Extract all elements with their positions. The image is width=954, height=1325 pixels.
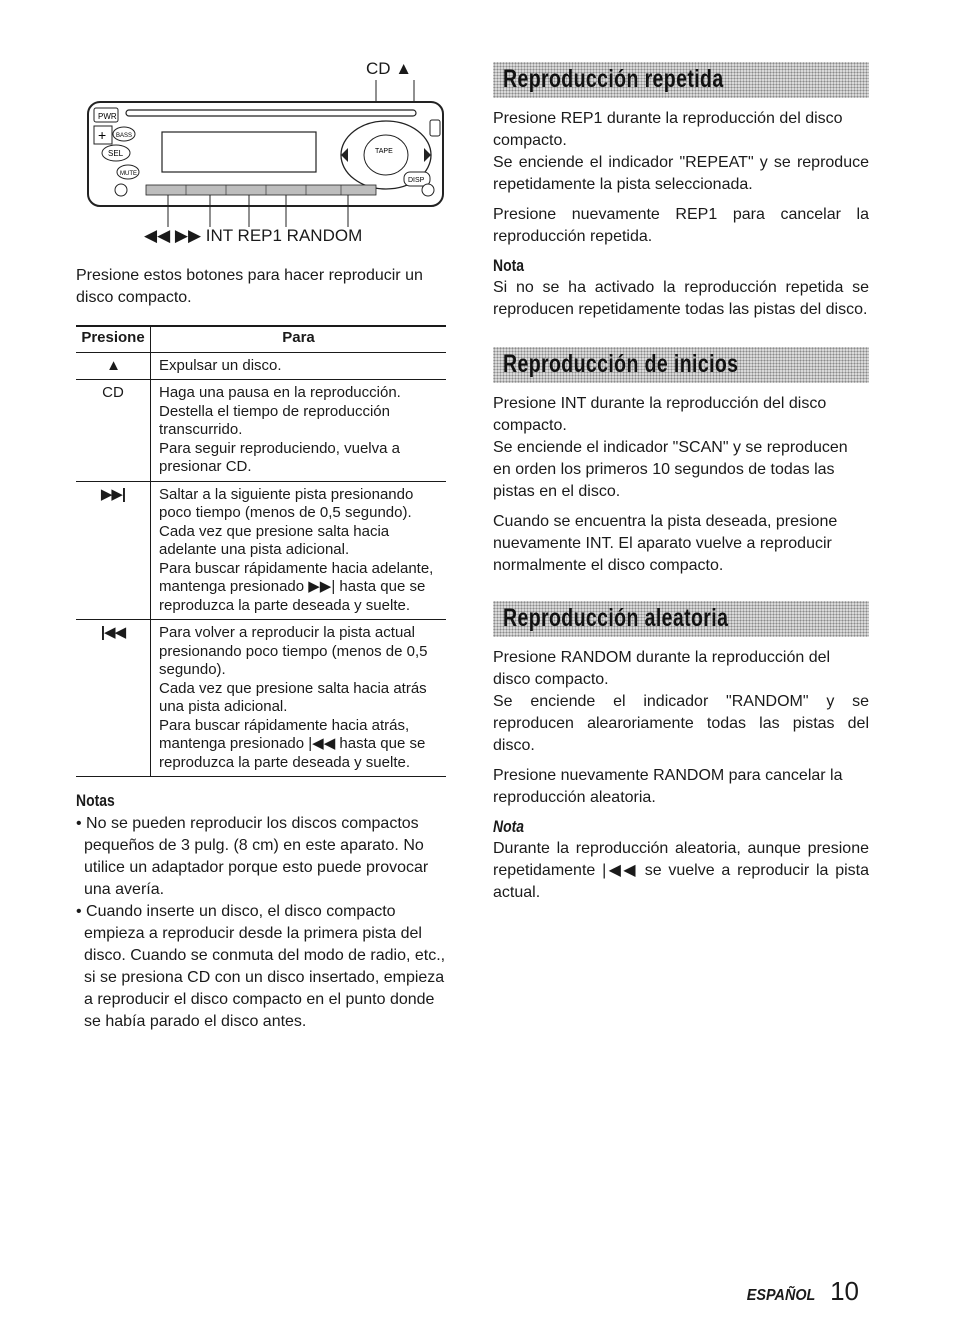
desc-line: Para buscar rápidamente hacia adelante, mantenga presionado ▶▶| hasta que se reproduzca la parte deseada y suelte. — [159, 559, 434, 614]
section-header-repetida — [493, 62, 869, 98]
tape-label: TAPE — [375, 148, 393, 155]
table-header-row — [76, 326, 446, 352]
paragraph: Presione INT durante la reproducción del disco compacto. — [493, 395, 827, 434]
intro-text: Presione estos botones para hacer reproducir un disco compacto. — [76, 267, 423, 306]
page-footer — [743, 1276, 859, 1307]
notes-title: Notas — [76, 791, 115, 810]
paragraph: Presione nuevamente RANDOM para cancelar la reproducción aleatoria. — [493, 767, 843, 806]
col-header-para: Para — [151, 326, 447, 352]
note-item: • No se pueden reproducir los discos compactos pequeños de 3 pulg. (8 cm) en este aparato. No utilice un adaptador porque esto puede provocar una avería. — [76, 815, 429, 898]
desc-line: Para volver a reproducir la pista actual presionando poco tiempo (menos de 0,5 segundo). — [159, 624, 428, 678]
pwr-label: PWR — [98, 112, 117, 121]
mute-label: MUTE — [120, 171, 137, 177]
desc-line: Destella el tiempo de reproducción transcurrido. — [159, 402, 390, 438]
row-desc — [151, 352, 447, 380]
sel-label: SEL — [108, 149, 124, 158]
desc-line: Expulsar un disco. — [159, 356, 282, 374]
desc-line: Para seguir reproduciendo, vuelva a presionar CD. — [159, 439, 400, 475]
cd-player-illustration — [76, 55, 448, 255]
disp-label: DISP — [408, 177, 425, 184]
paragraph: Presione nuevamente REP1 para cancelar la reproducción repetida. — [493, 206, 869, 245]
table-row — [76, 481, 446, 620]
section-title: Reproducción aleatoria — [503, 604, 729, 632]
section-title: Reproducción de inicios — [503, 350, 739, 378]
key-eject: ▲ — [76, 352, 151, 380]
nota-text: Durante la reproducción aleatoria, aunque presione repetidamente |◀◀ se vuelve a reproducir la pista actual. — [493, 840, 869, 901]
paragraph: Presione RANDOM durante la reproducción del disco compacto. — [493, 649, 831, 688]
device-label-top: CD ▲ — [366, 59, 413, 78]
desc-line: Para buscar rápidamente hacia atrás, mantenga presionado |◀◀ hasta que se reproduzca la parte deseada y suelte. — [159, 716, 426, 771]
note-item: • Cuando inserte un disco, el disco compacto empieza a reproducir desde la primera pista del disco. Cuando se conmuta del modo de radio, etc., si se presiona CD con un disco insertado, empieza a reproducir el disco compacto en el punto donde se había parado el disco antes. — [76, 903, 446, 1030]
controls-table — [76, 325, 446, 777]
device-label-bottom: ◀◀ ▶▶ INT REP1 RANDOM — [144, 226, 363, 245]
paragraph: Cuando se encuentra la pista deseada, presione nuevamente INT. El aparato vuelve a reproducir normalmente el disco compacto. — [493, 513, 838, 574]
section-header-aleatoria — [493, 601, 869, 637]
section-title: Reproducción repetida — [503, 65, 724, 93]
paragraph: Presione REP1 durante la reproducción del disco compacto. — [493, 110, 843, 149]
footer-language: ESPAÑOL — [747, 1287, 816, 1304]
svg-text:+: + — [98, 127, 107, 143]
left-column — [76, 55, 448, 1033]
desc-line: Cada vez que presione salta hacia adelante una pista adicional. — [159, 522, 390, 558]
col-header-presione: Presione — [76, 326, 151, 352]
desc-line: Saltar a la siguiente pista presionando poco tiempo (menos de 0,5 segundo). — [159, 485, 414, 521]
nota-title: Nota — [493, 817, 524, 836]
row-desc — [151, 620, 447, 777]
nota-title: Nota — [493, 256, 524, 275]
table-row — [76, 380, 446, 482]
key-next: ▶▶| — [76, 481, 151, 620]
nota-text: Si no se ha activado la reproducción repetida se reproducen repetidamente todas las pistas del disco. — [493, 279, 869, 318]
table-row — [76, 352, 446, 380]
key-cd: CD — [76, 380, 151, 482]
bass-label: BASS — [116, 133, 133, 139]
row-desc — [151, 481, 447, 620]
page-number: 10 — [830, 1276, 859, 1306]
row-desc — [151, 380, 447, 482]
table-row — [76, 620, 446, 777]
paragraph: Se enciende el indicador "SCAN" y se reproducen en orden los primeros 10 segundos de todas las pistas en el disco. — [493, 439, 848, 500]
desc-line: Cada vez que presione salta hacia atrás una pista adicional. — [159, 679, 427, 715]
right-column — [493, 62, 869, 904]
cd-player-faceplate-icon — [86, 80, 448, 230]
paragraph: Se enciende el indicador "REPEAT" y se reproduce repetidamente la pista seleccionada. — [493, 154, 869, 193]
paragraph: Se enciende el indicador "RANDOM" y se reproducen alearoriamente todas las pistas del disco. — [493, 693, 869, 754]
desc-line: Haga una pausa en la reproducción. — [159, 384, 401, 401]
key-prev: |◀◀ — [76, 620, 151, 777]
section-header-inicios — [493, 347, 869, 383]
